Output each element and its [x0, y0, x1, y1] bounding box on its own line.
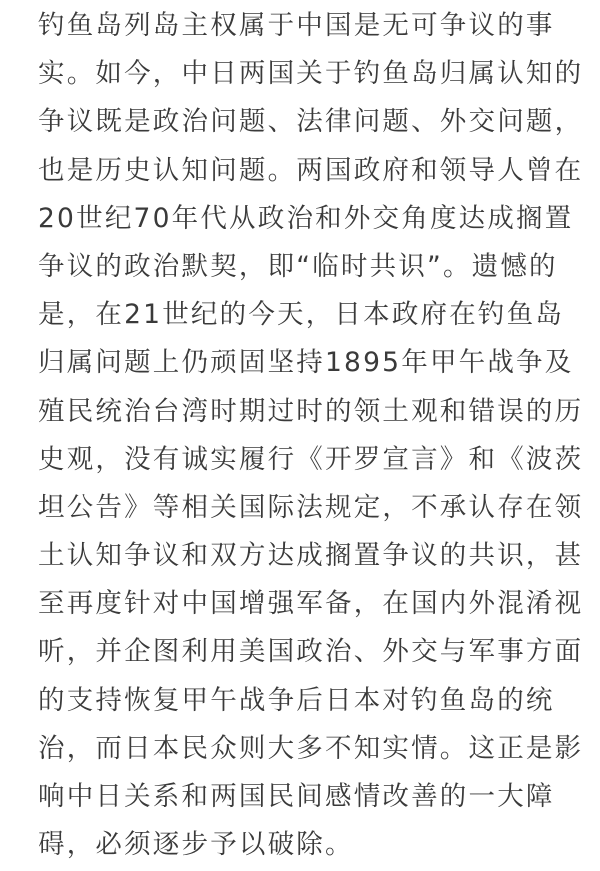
text-line: 的支持恢复甲午战争后日本对钓鱼岛的统 — [38, 684, 555, 716]
article-paragraph — [38, 2, 584, 869]
text-line: 是，在21世纪的今天，日本政府在钓鱼岛 — [38, 299, 565, 331]
text-line: 争议既是政治问题、法律问题、外交问题， — [38, 106, 584, 138]
text-line: 至再度针对中国增强军备，在国内外混淆视 — [38, 588, 584, 620]
text-line: 史观，没有诚实履行《开罗宣言》和《波茨 — [38, 443, 584, 475]
text-line: 归属问题上仍顽固坚持1895年甲午战争及 — [38, 347, 574, 379]
text-line: 也是历史认知问题。两国政府和领导人曾在 — [38, 154, 584, 186]
text-line: 土认知争议和双方达成搁置争议的共识，甚 — [38, 540, 584, 572]
text-line: 听，并企图利用美国政治、外交与军事方面 — [38, 636, 584, 668]
text-line: 钓鱼岛列岛主权属于中国是无可争议的事 — [38, 10, 555, 41]
text-line: 实。如今，中日两国关于钓鱼岛归属认知的 — [38, 58, 584, 90]
text-line: 坦公告》等相关国际法规定，不承认存在领 — [38, 491, 584, 523]
text-line: 响中日关系和两国民间感情改善的一大障 — [38, 781, 555, 812]
text-line: 争议的政治默契，即“临时共识”。遗憾的 — [38, 250, 558, 282]
text-line: 20世纪70年代从政治和外交角度达成搁置 — [38, 202, 574, 234]
text-line: 治，而日本民众则大多不知实情。这正是影 — [38, 732, 584, 764]
text-line: 碍，必须逐步予以破除。 — [38, 829, 354, 861]
text-line: 殖民统治台湾时期过时的领土观和错误的历 — [38, 395, 584, 427]
